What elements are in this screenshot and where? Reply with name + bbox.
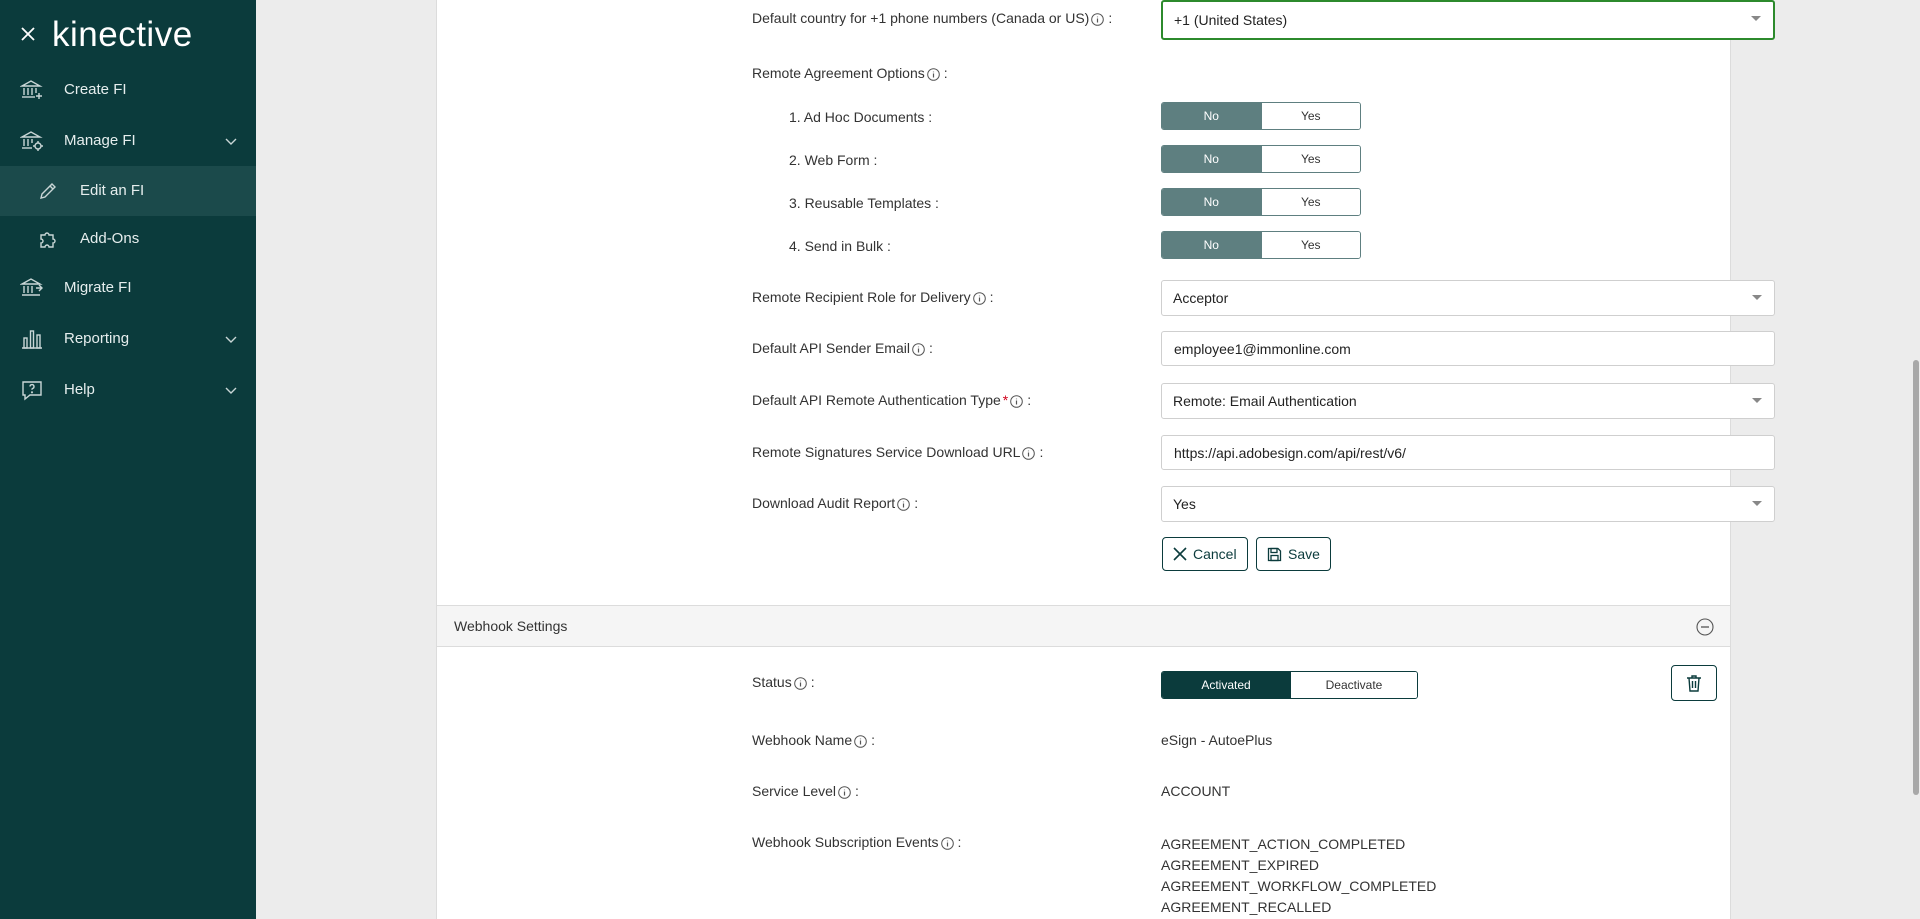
pencil-icon — [36, 179, 60, 203]
label-text: Remote Agreement Options — [752, 65, 925, 81]
section-title: Webhook Settings — [454, 618, 568, 634]
web-form-toggle[interactable] — [1161, 145, 1361, 173]
webhook-name-label: Webhook Name : — [752, 732, 876, 748]
info-icon[interactable] — [912, 342, 925, 355]
info-icon[interactable] — [897, 497, 910, 510]
info-icon[interactable] — [941, 836, 954, 849]
info-icon[interactable] — [927, 67, 940, 80]
floppy-icon — [1267, 547, 1282, 562]
sidebar-item-add-ons[interactable] — [0, 214, 256, 264]
info-icon[interactable] — [838, 785, 851, 798]
label-text: Default API Sender Email — [752, 340, 910, 356]
sidebar-item-label: Add-Ons — [80, 230, 140, 247]
toggle-yes[interactable]: Yes — [1261, 103, 1361, 129]
brand-logo: kinective — [52, 14, 193, 54]
auth-type-label: Default API Remote Authentication Type * : — [752, 392, 1032, 408]
reusable-templates-label: 3. Reusable Templates : — [789, 195, 939, 211]
sidebar-item-label: Migrate FI — [64, 279, 132, 296]
toggle-no[interactable]: No — [1162, 146, 1261, 172]
info-icon[interactable] — [973, 291, 986, 304]
fi-settings-panel — [436, 0, 1731, 919]
sidebar-item-label: Create FI — [64, 81, 127, 98]
sidebar-item-help[interactable] — [0, 365, 256, 415]
api-sender-email-input[interactable] — [1161, 331, 1775, 366]
sidebar-item-reporting[interactable] — [0, 314, 256, 364]
chevron-down-icon — [224, 383, 238, 397]
caret-down-icon — [1752, 295, 1762, 300]
sidebar-item-edit-an-fi[interactable] — [0, 166, 256, 216]
scrollbar-track[interactable] — [1912, 0, 1920, 919]
label-text: Default API Remote Authentication Type — [752, 392, 1001, 408]
caret-down-icon — [1752, 501, 1762, 506]
button-label: Cancel — [1193, 546, 1237, 562]
puzzle-icon — [36, 227, 60, 251]
caret-down-icon — [1751, 16, 1761, 21]
download-url-label: Remote Signatures Service Download URL : — [752, 444, 1044, 460]
input-value: employee1@immonline.com — [1174, 340, 1351, 357]
help-icon — [20, 378, 44, 402]
default-country-select[interactable] — [1161, 0, 1775, 40]
select-value: Yes — [1173, 496, 1196, 512]
webhook-status-toggle[interactable] — [1161, 671, 1418, 699]
sidebar-item-migrate-fi[interactable] — [0, 263, 256, 313]
cancel-button[interactable] — [1162, 537, 1248, 571]
sidebar-item-label: Manage FI — [64, 132, 136, 149]
service-level-value: ACCOUNT — [1161, 783, 1231, 799]
brand — [18, 14, 193, 54]
audit-report-label: Download Audit Report : — [752, 495, 919, 511]
select-value: +1 (United States) — [1174, 12, 1288, 28]
label-text: Remote Signatures Service Download URL — [752, 444, 1021, 460]
toggle-yes[interactable]: Yes — [1261, 146, 1361, 172]
scrollbar-thumb[interactable] — [1913, 360, 1919, 795]
caret-down-icon — [1752, 398, 1762, 403]
list-item: AGREEMENT_EXPIRED — [1161, 857, 1319, 873]
collapse-icon[interactable] — [1696, 618, 1714, 636]
chevron-down-icon — [224, 332, 238, 346]
webhook-name-value: eSign - AutoePlus — [1161, 732, 1273, 748]
required-marker: * — [1002, 392, 1009, 408]
recipient-role-select[interactable] — [1161, 280, 1775, 316]
select-value: Acceptor — [1173, 290, 1229, 306]
remote-agreement-label: Remote Agreement Options : — [752, 65, 948, 81]
label-text: Webhook Name — [752, 732, 853, 748]
info-icon[interactable] — [1022, 446, 1035, 459]
send-in-bulk-toggle[interactable] — [1161, 231, 1361, 259]
list-item: AGREEMENT_WORKFLOW_COMPLETED — [1161, 878, 1437, 894]
service-level-label: Service Level : — [752, 783, 859, 799]
api-sender-email-label: Default API Sender Email : — [752, 340, 933, 356]
sidebar-item-manage-fi[interactable] — [0, 116, 256, 166]
chevron-down-icon — [224, 134, 238, 148]
save-button[interactable] — [1256, 537, 1331, 571]
subscription-events-label: Webhook Subscription Events : — [752, 834, 962, 850]
send-in-bulk-label: 4. Send in Bulk : — [789, 238, 891, 254]
sidebar-item-label: Reporting — [64, 330, 130, 347]
toggle-no[interactable]: No — [1162, 189, 1261, 215]
bank-arrow-icon — [20, 276, 44, 300]
list-item: AGREEMENT_RECALLED — [1161, 899, 1332, 915]
input-value: https://api.adobesign.com/api/rest/v6/ — [1174, 444, 1406, 461]
subscription-events-list — [1161, 834, 1436, 918]
status-label: Status : — [752, 674, 815, 690]
bank-plus-icon — [20, 78, 44, 102]
sidebar-item-label: Edit an FI — [80, 182, 145, 199]
reusable-templates-toggle[interactable] — [1161, 188, 1361, 216]
sidebar-item-create-fi[interactable] — [0, 65, 256, 115]
toggle-yes[interactable]: Yes — [1261, 189, 1361, 215]
toggle-no[interactable]: No — [1162, 103, 1261, 129]
toggle-no[interactable]: No — [1162, 232, 1261, 258]
auth-type-select[interactable] — [1161, 383, 1775, 419]
label-text: Download Audit Report — [752, 495, 896, 511]
bank-gear-icon — [20, 129, 44, 153]
close-icon[interactable] — [18, 24, 38, 44]
webhook-section-header[interactable] — [437, 605, 1730, 647]
close-icon — [1173, 547, 1187, 561]
trash-icon — [1686, 674, 1702, 692]
default-country-label: Default country for +1 phone numbers (Canada or US) : — [752, 10, 1113, 26]
delete-webhook-button[interactable] — [1671, 665, 1717, 701]
bar-chart-icon — [20, 327, 44, 351]
label-text: Remote Recipient Role for Delivery — [752, 289, 971, 305]
info-icon[interactable] — [1010, 394, 1023, 407]
ad-hoc-toggle[interactable] — [1161, 102, 1361, 130]
info-icon[interactable] — [1091, 12, 1104, 25]
button-label: Save — [1288, 546, 1320, 562]
label-text: Webhook Subscription Events — [752, 834, 939, 850]
list-item: AGREEMENT_ACTION_COMPLETED — [1161, 836, 1406, 852]
label-text: Default country for +1 phone numbers (Canada or US) — [752, 10, 1090, 26]
recipient-role-label: Remote Recipient Role for Delivery : — [752, 289, 994, 305]
status-activated[interactable]: Activated — [1162, 672, 1290, 698]
web-form-label: 2. Web Form : — [789, 152, 878, 168]
label-text: Service Level — [752, 783, 837, 799]
download-url-input[interactable] — [1161, 435, 1775, 470]
sidebar-item-label: Help — [64, 381, 95, 398]
status-deactivate[interactable]: Deactivate — [1290, 672, 1417, 698]
toggle-yes[interactable]: Yes — [1261, 232, 1361, 258]
audit-report-select[interactable] — [1161, 486, 1775, 522]
sidebar — [0, 0, 256, 919]
info-icon[interactable] — [794, 676, 807, 689]
label-text: Status — [752, 674, 792, 690]
select-value: Remote: Email Authentication — [1173, 393, 1357, 409]
main-content — [256, 0, 1920, 919]
ad-hoc-label: 1. Ad Hoc Documents : — [789, 109, 933, 125]
info-icon[interactable] — [854, 734, 867, 747]
